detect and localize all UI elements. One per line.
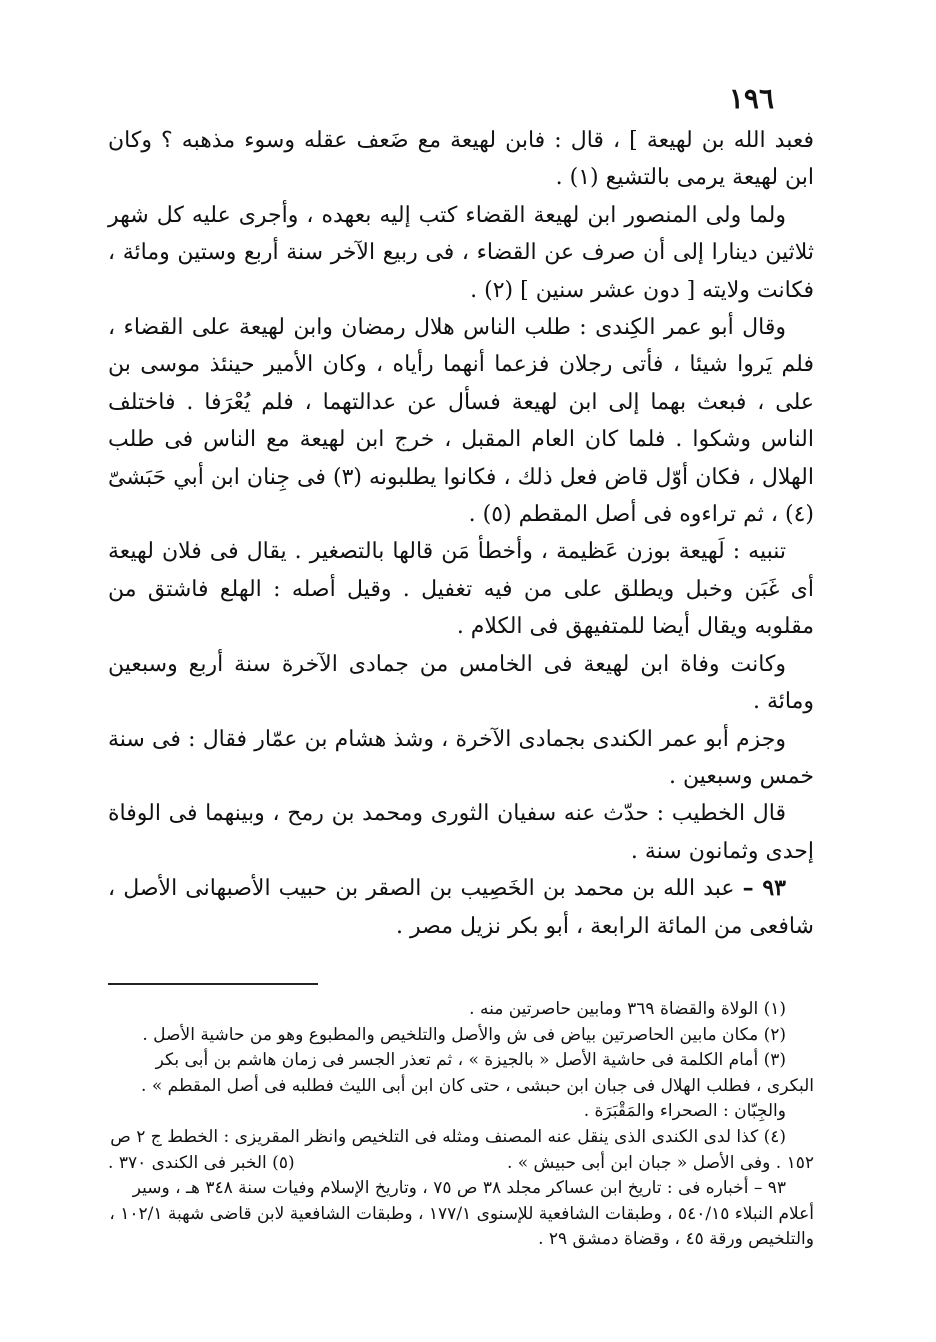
main-text: [108, 122, 814, 945]
paragraph-6: وجزم أبو عمر الكندى بجمادى الآخرة ، وشذ هشام بن عمّار فقال : فى سنة خمس وسبعين .: [108, 726, 814, 789]
page-number: ١٩٦: [728, 82, 774, 115]
paragraph-3: وقال أبو عمر الكِندى : طلب الناس هلال رمضان وابن لهيعة على القضاء ، فلم يَروا شيئا ، فأتى رجلان فزعما أنهما رأياه ، وكان الأمير حينئذ موسى بن على ، فبعث بهما إلى ابن لهيعة فسأل عن عدالتهما ، فلم يُعْرَفا . فاختلف الناس وشكوا . فلما كان العام المقبل ، خرج ابن لهيعة مع الناس فى طلب الهلال ، فكان أوّل قاض فعل ذلك ، فكانوا يطلبونه (٣) فى جِنان ابن أبي حَبَشىّ (٤) ، ثم تراءوه فى أصل المقطم (٥) .: [108, 315, 814, 528]
footnotes: [108, 997, 814, 1253]
paragraph-4: تنبيه : لَهيعة بوزن عَظيمة ، وأخطأ مَن قالها بالتصغير . يقال فى فلان لهيعة أى غَبَن وخبل ويطلق على من فيه تغفيل . وقيل أصله : الهلع فاشتق من مقلوبه ويقال أيضا للمتفيهق فى الكلام .: [108, 539, 814, 640]
paragraph-1: فعبد الله بن لهيعة ] ، قال : فابن لهيعة مع ضَعف عقله وسوء مذهبه ؟ وكان ابن لهيعة يرمى بالتشيع (١) .: [108, 128, 814, 191]
paragraph-7: قال الخطيب : حدّث عنه سفيان الثورى ومحمد بن رمح ، وبينهما فى الوفاة إحدى وثمانون سنة .: [108, 801, 814, 864]
footnote-1: (١) الولاة والقضاة ٣٦٩ ومابين حاصرتين منه .: [469, 998, 786, 1019]
footnote-3-gloss: والجِبّان : الصحراء والمَقْبَرَة .: [583, 1101, 786, 1122]
entry-text: عبد الله بن محمد بن الخَصِيب بن الصقر بن حبيب الأصبهانى الأصل ، شافعى من المائة الرابعة ، أبو بكر نزيل مصر .: [108, 876, 814, 939]
footnote-2: (٢) مكان مابين الحاصرتين بياض فى ش والأصل والتلخيص والمطبوع وهو من حاشية الأصل .: [142, 1024, 786, 1045]
paragraph-5: وكانت وفاة ابن لهيعة فى الخامس من جمادى الآخرة سنة أربع وسبعين ومائة .: [108, 651, 814, 715]
footnote-4: (٤) كذا لدى الكندى الذى ينقل عنه المصنف ومثله فى التلخيص وانظر المقريزى : الخطط ج ٢ ص ١٥٢ . وفى الأصل « جبان ابن أبى حبيش » .: [110, 1126, 814, 1173]
footnote-5: (٥) الخبر فى الكندى ٣٧٠ .: [108, 1152, 295, 1173]
paragraph-2: ولما ولى المنصور ابن لهيعة القضاء كتب إليه بعهده ، وأجرى عليه كل شهر ثلاثين دينارا إلى أن صرف عن القضاء ، فى ربيع الآخر سنة أربع وستين ومائة ، فكانت ولايته [ دون عشر سنين ] (٢) .: [108, 202, 814, 303]
entry-93: [108, 870, 814, 945]
footnote-3: (٣) أمام الكلمة فى حاشية الأصل « بالجيزة » ، ثم تعذر الجسر فى زمان هاشم بن أبى بكر البكرى ، فطلب الهلال فى جبان ابن حبشى ، حتى كان ابن أبى الليث فطلبه فى أصل المقطم » .: [141, 1050, 814, 1096]
footnote-divider: [108, 983, 318, 985]
entry-number: ٩٣ –: [742, 875, 786, 902]
footnote-93: ٩٣ – أخباره فى : تاريخ ابن عساكر مجلد ٣٨ ص ٧٥ ، وتاريخ الإسلام وفيات سنة ٣٤٨ هـ ، وسير أعلام النبلاء ٥٤٠/١٥ ، وطبقات الشافعية للإسنوى ١٧٧/١ ، وطبقات الشافعية لابن قاضى شهبة ١٠٢/١ ، والتلخيص ورقة ٤٥ ، وقضاة دمشق ٢٩ .: [109, 1178, 814, 1250]
